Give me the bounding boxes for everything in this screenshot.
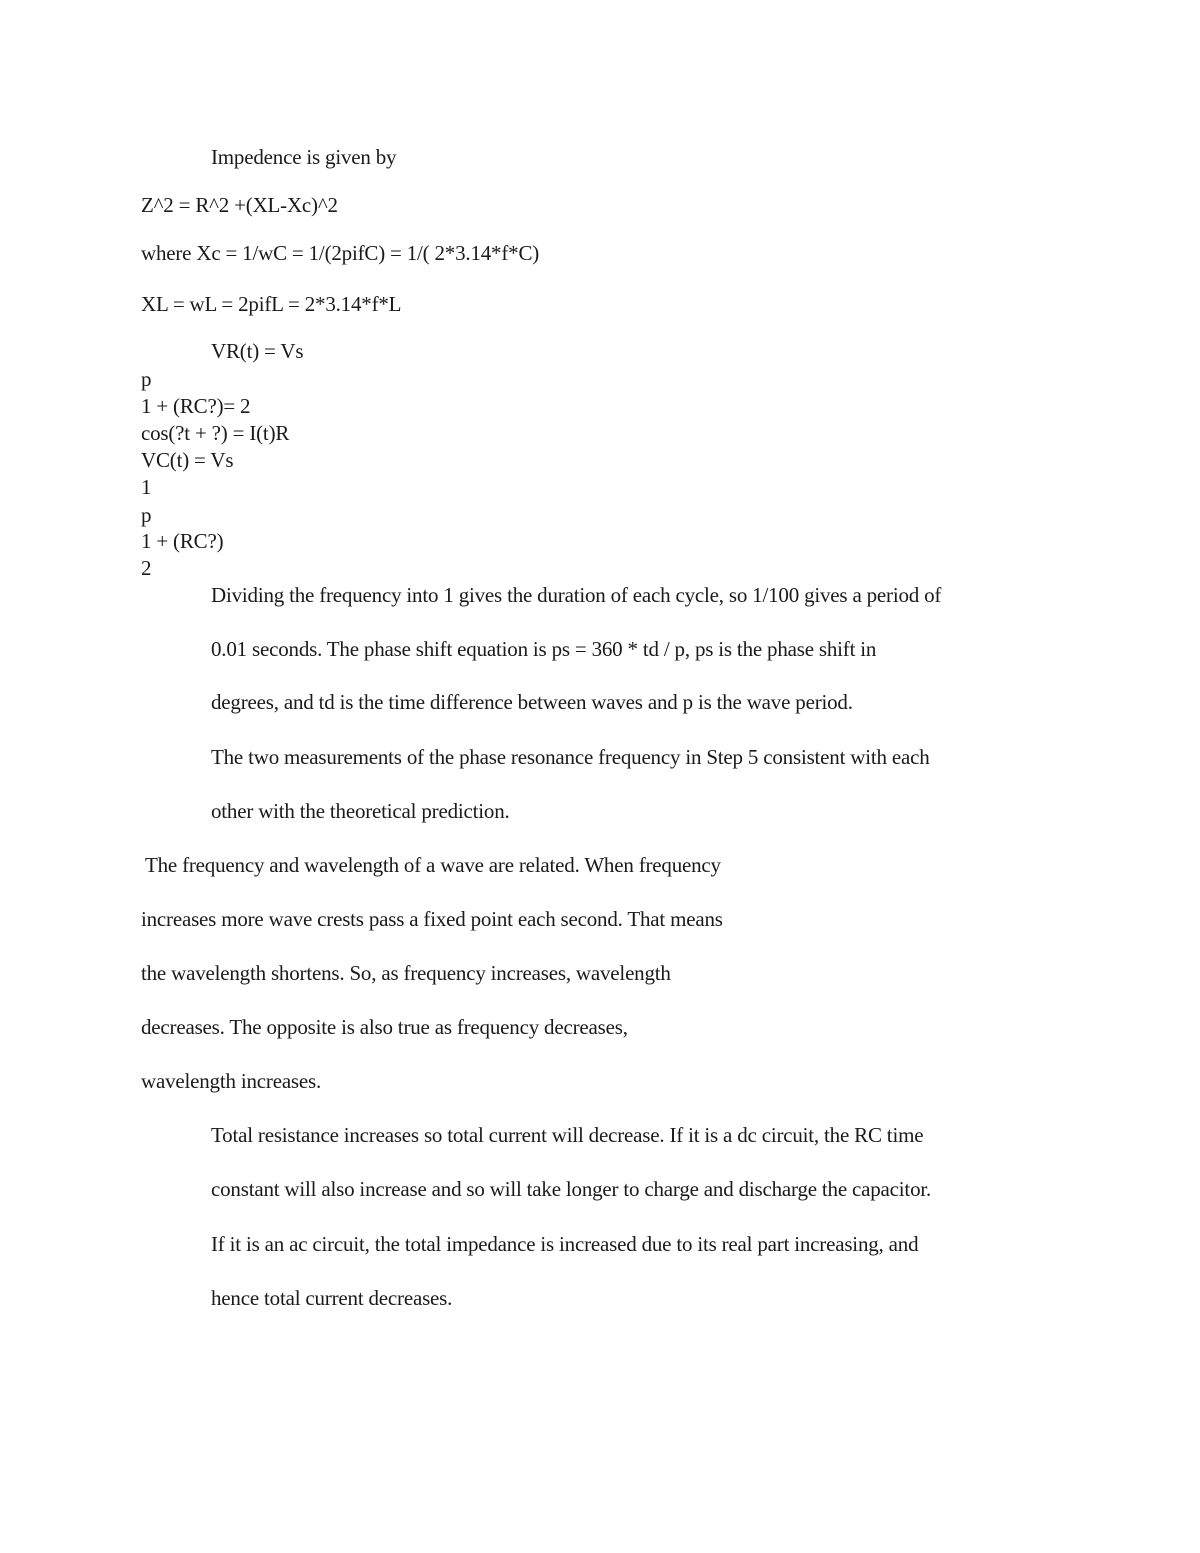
- text-line: 0.01 seconds. The phase shift equation is ps = 360 * td / p, ps is the phase shift in: [211, 637, 877, 661]
- text-line: decreases. The opposite is also true as frequency decreases,: [141, 1015, 628, 1039]
- text-line: constant will also increase and so will take longer to charge and discharge the capacitor.: [211, 1177, 932, 1201]
- text-line: Impedence is given by: [211, 145, 397, 169]
- text-line: Dividing the frequency into 1 gives the duration of each cycle, so 1/100 gives a period of: [211, 583, 942, 607]
- equation-line: cos(?t + ?) = I(t)R: [141, 421, 290, 445]
- equation-line: VR(t) = Vs: [211, 339, 304, 363]
- equation-line: Z^2 = R^2 +(XL-Xc)^2: [141, 193, 338, 217]
- text-line: The two measurements of the phase resonance frequency in Step 5 consistent with each: [211, 745, 930, 769]
- text-line: degrees, and td is the time difference between waves and p is the wave period.: [211, 690, 853, 714]
- text-line: If it is an ac circuit, the total impedance is increased due to its real part increasing, and: [211, 1232, 919, 1256]
- text-line: other with the theoretical prediction.: [211, 799, 510, 823]
- text-line: wavelength increases.: [141, 1069, 322, 1093]
- equation-line: 2: [141, 556, 152, 580]
- equation-line: VC(t) = Vs: [141, 448, 234, 472]
- text-line: The frequency and wavelength of a wave are related. When frequency: [145, 853, 721, 877]
- equation-line: p: [141, 503, 152, 527]
- equation-line: XL = wL = 2pifL = 2*3.14*f*L: [141, 292, 402, 316]
- equation-line: p: [141, 367, 152, 391]
- equation-line: 1: [141, 475, 152, 499]
- equation-line: 1 + (RC?): [141, 529, 224, 553]
- text-line: increases more wave crests pass a fixed point each second. That means: [141, 907, 723, 931]
- equation-line: where Xc = 1/wC = 1/(2pifC) = 1/( 2*3.14*f*C): [141, 241, 540, 265]
- text-line: Total resistance increases so total current will decrease. If it is a dc circuit, the RC time: [211, 1123, 924, 1147]
- text-line: the wavelength shortens. So, as frequency increases, wavelength: [141, 961, 671, 985]
- equation-line: 1 + (RC?)= 2: [141, 394, 251, 418]
- text-line: hence total current decreases.: [211, 1286, 453, 1310]
